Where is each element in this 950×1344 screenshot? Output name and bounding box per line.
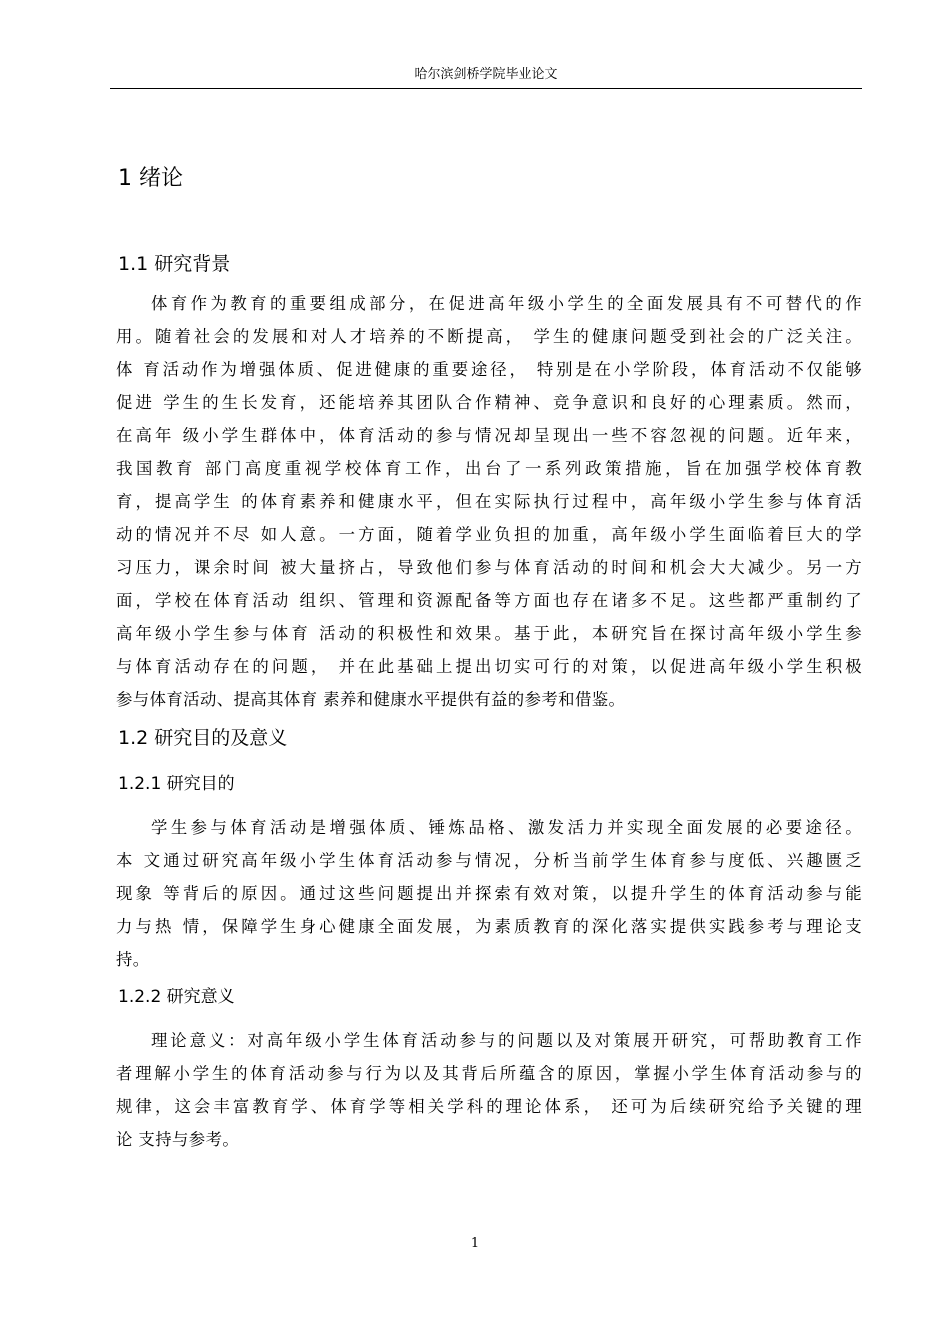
running-header: 哈尔滨剑桥学院毕业论文 xyxy=(414,67,558,82)
paragraph-line: 力与热 情，保障学生身心健康全面发展，为素质教育的深化落实提供实践参考与理论支 xyxy=(116,917,862,936)
paragraph-line: 我国教育 部门高度重视学校体育工作，出台了一系列政策措施，旨在加强学校体育教 xyxy=(116,459,862,478)
paragraph-line: 规律，这会丰富教育学、体育学等相关学科的理论体系， 还可为后续研究给予关键的理 xyxy=(116,1097,862,1116)
chapter-title: 1 绪论 xyxy=(118,166,183,191)
paragraph-line: 面，学校在体育活动 组织、管理和资源配备等方面也存在诸多不足。这些都严重制约了 xyxy=(116,591,862,610)
header-divider xyxy=(110,88,862,89)
paragraph-line: 在高年 级小学生群体中，体育活动的参与情况却呈现出一些不容忽视的问题。近年来， xyxy=(116,426,862,445)
paragraph-line: 论 支持与参考。 xyxy=(116,1130,240,1149)
paragraph-line: 者理解小学生的体育活动参与行为以及其背后所蕴含的原因，掌握小学生体育活动参与的 xyxy=(116,1064,862,1083)
paragraph-line: 参与体育活动、提高其体育 素养和健康水平提供有益的参考和借鉴。 xyxy=(116,690,626,709)
paragraph-line: 体育作为教育的重要组成部分，在促进高年级小学生的全面发展具有不可替代的作 xyxy=(151,294,862,313)
subsection-heading-1-2-1: 1.2.1 研究目的 xyxy=(118,774,235,794)
paragraph-line: 动的情况并不尽 如人意。一方面，随着学业负担的加重，高年级小学生面临着巨大的学 xyxy=(116,525,862,544)
paragraph-line: 持。 xyxy=(116,950,150,969)
paragraph-line: 体 育活动作为增强体质、促进健康的重要途径， 特别是在小学阶段，体育活动不仅能够 xyxy=(116,360,862,379)
section-heading-1-2: 1.2 研究目的及意义 xyxy=(118,727,288,749)
paragraph-line: 与体育活动存在的问题， 并在此基础上提出切实可行的对策，以促进高年级小学生积极 xyxy=(116,657,862,676)
paragraph-line: 高年级小学生参与体育 活动的积极性和效果。基于此，本研究旨在探讨高年级小学生参 xyxy=(116,624,862,643)
page-number: 1 xyxy=(470,1236,480,1251)
section-heading-1-1: 1.1 研究背景 xyxy=(118,253,231,275)
paragraph-line: 理论意义：对高年级小学生体育活动参与的问题以及对策展开研究，可帮助教育工作 xyxy=(151,1031,862,1050)
paragraph-line: 习压力，课余时间 被大量挤占，导致他们参与体育活动的时间和机会大大减少。另一方 xyxy=(116,558,862,577)
subsection-heading-1-2-2: 1.2.2 研究意义 xyxy=(118,987,235,1007)
paragraph-line: 用。随着社会的发展和对人才培养的不断提高， 学生的健康问题受到社会的广泛关注。 xyxy=(116,327,862,346)
paragraph-line: 现象 等背后的原因。通过这些问题提出并探索有效对策，以提升学生的体育活动参与能 xyxy=(116,884,862,903)
paragraph-line: 学生参与体育活动是增强体质、锤炼品格、激发活力并实现全面发展的必要途径。 xyxy=(151,818,862,837)
paragraph-line: 本 文通过研究高年级小学生体育活动参与情况，分析当前学生体育参与度低、兴趣匮乏 xyxy=(116,851,862,870)
paragraph-line: 育，提高学生 的体育素养和健康水平，但在实际执行过程中，高年级小学生参与体育活 xyxy=(116,492,862,511)
paragraph-line: 促进 学生的生长发育，还能培养其团队合作精神、竞争意识和良好的心理素质。然而， xyxy=(116,393,862,412)
